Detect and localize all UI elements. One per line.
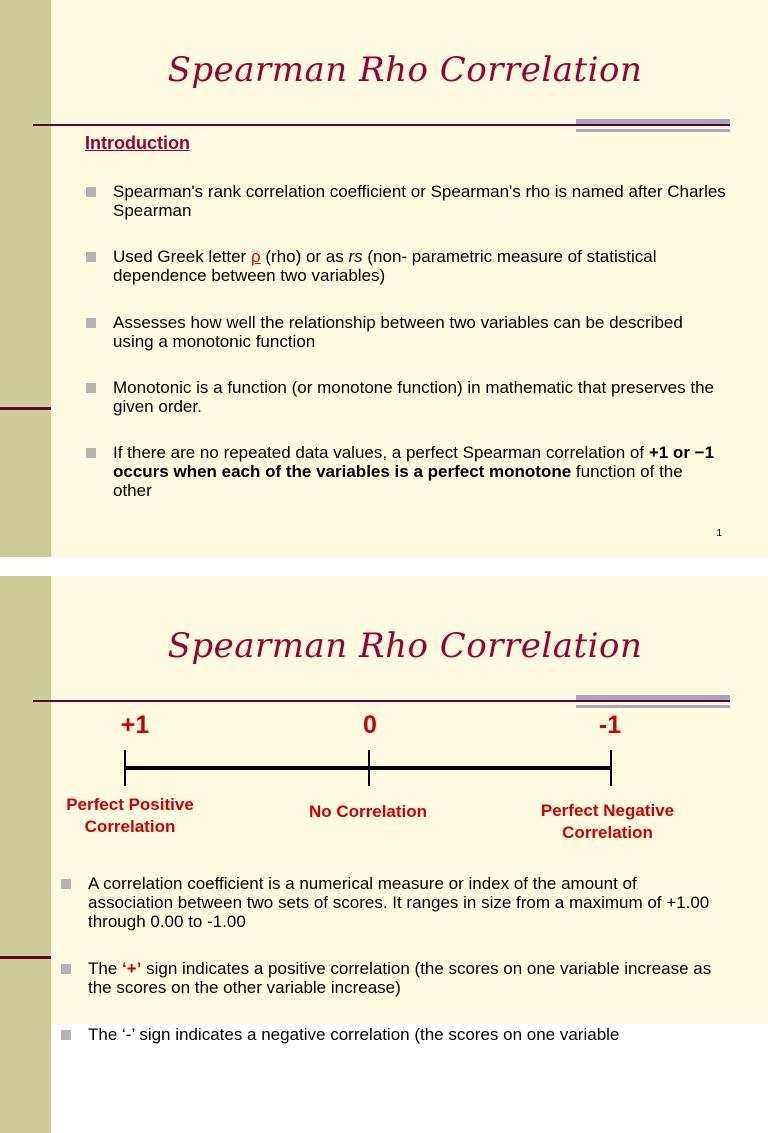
bullet-item — [86, 378, 726, 416]
bullet-square-icon — [86, 383, 96, 393]
bullet-item — [61, 874, 726, 931]
bullet-square-icon — [86, 318, 96, 328]
slide-2 — [0, 576, 768, 1044]
scale-desc-positive: Perfect Positive Correlation — [66, 795, 194, 836]
bullet-text: If there are no repeated data values, a perfect Spearman correlation of — [113, 443, 649, 462]
sidebar-divider — [0, 407, 51, 410]
scale-value-zero: 0 — [363, 711, 377, 739]
bullet-item — [61, 959, 726, 997]
bullet-square-icon — [86, 252, 96, 262]
slide-1 — [0, 0, 768, 557]
bullet-bold-text: +1 or −1 occurs when each of the variables is a perfect monotone — [113, 443, 715, 481]
bullet-text: Monotonic is a function (or monotone function) in mathematic that preserves the given order. — [113, 378, 714, 416]
slide-sidebar — [0, 0, 51, 557]
slide-sidebar — [0, 576, 51, 1133]
sidebar-divider — [0, 956, 51, 959]
scale-value-positive: +1 — [120, 711, 150, 739]
bullet-text: The ‘-’ sign indicates a negative correlation (the scores on one variable — [88, 1025, 620, 1044]
slide-title: Spearman Rho Correlation — [167, 626, 643, 666]
bullet-list — [86, 182, 726, 527]
bullet-text: Assesses how well the relationship between two variables can be described using a monotonic function — [113, 313, 683, 351]
bullet-text: (rho) or as — [260, 247, 349, 266]
bullet-square-icon — [61, 1030, 71, 1040]
bullet-italic-text: rs — [348, 247, 363, 266]
bullet-square-icon — [86, 187, 96, 197]
bullet-list — [61, 874, 726, 1072]
plus-sign-text: ‘+’ — [122, 959, 142, 978]
bullet-text: (non- parametric measure of statistical dependence between two variables) — [113, 247, 657, 285]
bullet-item — [86, 247, 726, 285]
bullet-square-icon — [61, 879, 71, 889]
bullet-text: sign indicates a positive correlation (the scores on one variable increase as the scores on the other variable increase) — [88, 959, 712, 997]
bullet-item — [86, 313, 726, 351]
title-accent-bar-lower — [576, 705, 730, 708]
scale-desc-negative: Perfect Negative Correlation — [540, 801, 675, 842]
scale-value-negative: -1 — [598, 711, 622, 739]
title-rule — [33, 124, 730, 126]
bullet-item — [61, 1025, 726, 1044]
scale-tick-zero — [368, 750, 370, 786]
bullet-square-icon — [86, 448, 96, 458]
bullet-text: A correlation coefficient is a numerical measure or index of the amount of association between two sets of scores. It ranges in size from a maximum of +1.00 through 0.00 to -1.00 — [88, 874, 710, 931]
bullet-item — [86, 443, 726, 500]
bullet-text: The — [88, 959, 123, 978]
title-accent-bar-lower — [576, 129, 730, 132]
scale-tick-negative — [610, 750, 612, 786]
bullet-text: Spearman's rank correlation coefficient or Spearman's rho is named after Charles Spearman — [113, 182, 726, 220]
bullet-square-icon — [61, 964, 71, 974]
slide-title: Spearman Rho Correlation — [167, 50, 643, 90]
bullet-text: function of the other — [113, 462, 683, 500]
bullet-item — [86, 182, 726, 220]
page-number: 1 — [716, 528, 722, 539]
title-rule — [33, 700, 730, 702]
scale-tick-positive — [124, 750, 126, 786]
section-heading: Introduction — [85, 133, 190, 153]
bullet-text: Used Greek letter — [113, 247, 251, 266]
scale-desc-zero: No Correlation — [308, 802, 428, 821]
rho-link[interactable]: ρ — [250, 247, 261, 266]
